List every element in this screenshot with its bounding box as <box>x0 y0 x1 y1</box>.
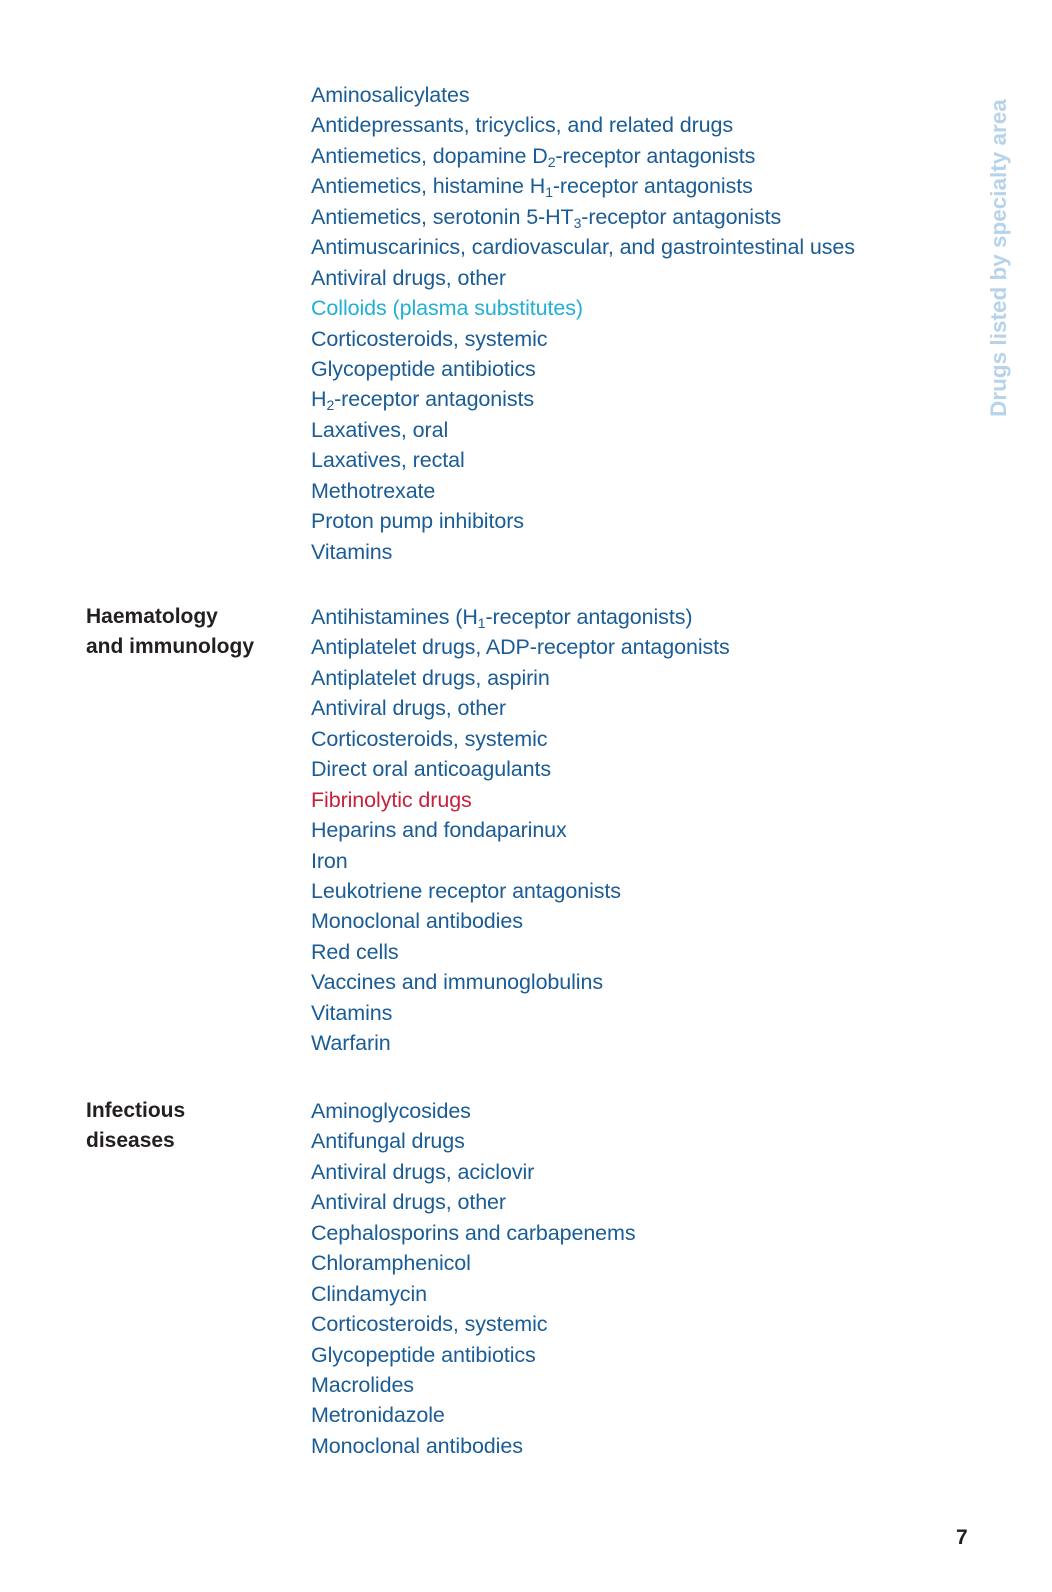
drug-category-item <box>311 445 855 475</box>
drug-category-item <box>311 937 730 967</box>
subscript: 1 <box>477 615 486 631</box>
page-number: 7 <box>956 1526 968 1549</box>
drug-category-item <box>311 324 855 354</box>
drug-category-text: Methotrexate <box>311 478 436 503</box>
drug-category-text: Glycopeptide antibiotics <box>311 356 536 381</box>
section-heading <box>86 602 254 662</box>
drug-category-text: -receptor antagonists <box>581 204 782 229</box>
drug-category-text: Laxatives, rectal <box>311 448 465 473</box>
drug-category-text: Antiviral drugs, other <box>311 696 506 721</box>
drug-category-text: Antiplatelet drugs, aspirin <box>311 665 550 690</box>
drug-list <box>311 1096 636 1461</box>
drug-category-text: Monoclonal antibodies <box>311 1433 523 1458</box>
drug-category-text: Antidepressants, tricyclics, and related drugs <box>311 113 734 138</box>
drug-category-text: Aminosalicylates <box>311 83 470 107</box>
drug-category-text: Vitamins <box>311 1000 393 1025</box>
drug-category-text: Colloids (plasma substitutes) <box>311 296 583 321</box>
drug-category-item <box>311 754 730 784</box>
drug-category-text: Antiplatelet drugs, ADP-receptor antagonists <box>311 635 730 660</box>
drug-category-text: Antiemetics, dopamine D <box>311 143 548 168</box>
section-heading-line: and immunology <box>86 635 254 658</box>
drug-category-item <box>311 967 730 997</box>
drug-category-text: Vaccines and immunoglobulins <box>311 970 603 995</box>
drug-category-text: Chloramphenicol <box>311 1251 471 1276</box>
drug-category-item <box>311 998 730 1028</box>
drug-category-item <box>311 110 855 140</box>
drug-category-text: Antiviral drugs, other <box>311 265 506 290</box>
drug-category-text: Aminoglycosides <box>311 1099 471 1123</box>
drug-category-text: Antiemetics, histamine H <box>311 174 546 199</box>
side-banner-text: Drugs listed by specialty area <box>986 99 1011 417</box>
drug-category-text: Glycopeptide antibiotics <box>311 1342 536 1367</box>
drug-category-item <box>311 1340 636 1370</box>
drug-category-text: Antifungal drugs <box>311 1129 465 1154</box>
side-banner <box>982 86 1016 431</box>
drug-category-item <box>311 263 855 293</box>
drug-category-item <box>311 384 855 414</box>
drug-category-text: Antihistamines (H <box>311 605 478 629</box>
drug-category-item <box>311 1157 636 1187</box>
drug-category-text: Leukotriene receptor antagonists <box>311 878 621 903</box>
drug-category-text: Cephalosporins and carbapenems <box>311 1220 636 1245</box>
drug-category-item <box>311 663 730 693</box>
drug-category-item <box>311 1218 636 1248</box>
drug-category-text: Proton pump inhibitors <box>311 509 524 534</box>
drug-category-item <box>311 141 855 171</box>
subscript: 3 <box>573 214 582 231</box>
drug-category-text: Heparins and fondaparinux <box>311 818 567 843</box>
drug-category-item <box>311 232 855 262</box>
drug-category-text: Antiviral drugs, aciclovir <box>311 1159 535 1184</box>
drug-category-item <box>311 354 855 384</box>
drug-category-item <box>311 815 730 845</box>
drug-category-text: Corticosteroids, systemic <box>311 1312 548 1337</box>
drug-category-text: Direct oral anticoagulants <box>311 757 551 782</box>
drug-category-text: Vitamins <box>311 539 393 564</box>
drug-category-item <box>311 693 730 723</box>
drug-category-item <box>311 724 730 754</box>
drug-category-item <box>311 906 730 936</box>
subscript: 1 <box>545 184 553 201</box>
subscript: 2 <box>547 153 556 170</box>
drug-category-item <box>311 632 730 662</box>
drug-category-item <box>311 1248 636 1278</box>
drug-category-text: Clindamycin <box>311 1281 427 1306</box>
drug-category-item <box>311 506 855 536</box>
drug-category-item <box>311 785 730 815</box>
drug-category-text: Metronidazole <box>311 1403 445 1428</box>
drug-category-item <box>311 602 730 632</box>
drug-category-item <box>311 1279 636 1309</box>
section-heading-line: diseases <box>86 1129 175 1152</box>
section-heading <box>86 1096 185 1156</box>
drug-category-text: Warfarin <box>311 1031 391 1056</box>
drug-category-text: -receptor antagonists <box>552 174 753 199</box>
drug-category-item <box>311 876 730 906</box>
drug-category-text: Antiemetics, serotonin 5-HT <box>311 204 574 229</box>
drug-category-item <box>311 202 855 232</box>
drug-category-text: -receptor antagonists <box>555 143 756 168</box>
drug-category-item <box>311 1309 636 1339</box>
drug-category-item <box>311 1096 636 1126</box>
drug-category-text: Laxatives, oral <box>311 417 449 442</box>
drug-category-text: Corticosteroids, systemic <box>311 326 548 351</box>
drug-category-item <box>311 80 855 110</box>
drug-category-item <box>311 537 855 567</box>
section-heading-line: Infectious <box>86 1099 186 1122</box>
drug-category-text: -receptor antagonists) <box>485 605 693 629</box>
drug-list <box>311 80 855 567</box>
drug-category-item <box>311 846 730 876</box>
drug-category-item <box>311 1126 636 1156</box>
drug-category-text: Iron <box>311 848 348 873</box>
drug-category-item <box>311 293 855 323</box>
drug-category-text: -receptor antagonists <box>334 387 534 412</box>
drug-category-text: H <box>311 387 327 412</box>
drug-category-item <box>311 476 855 506</box>
drug-category-text: Red cells <box>311 939 399 964</box>
drug-category-text: Macrolides <box>311 1372 414 1397</box>
drug-category-item <box>311 1431 636 1461</box>
drug-category-item <box>311 1370 636 1400</box>
drug-category-text: Corticosteroids, systemic <box>311 726 548 751</box>
drug-list <box>311 602 730 1059</box>
drug-category-item <box>311 1400 636 1430</box>
drug-category-text: Antiviral drugs, other <box>311 1190 506 1215</box>
drug-category-item <box>311 1187 636 1217</box>
drug-category-text: Fibrinolytic drugs <box>311 787 472 812</box>
drug-category-item <box>311 171 855 201</box>
drug-category-item <box>311 415 855 445</box>
subscript: 2 <box>326 397 335 414</box>
drug-category-text: Antimuscarinics, cardiovascular, and gastrointestinal uses <box>311 235 855 260</box>
drug-category-item <box>311 1028 730 1058</box>
section-heading-line: Haematology <box>86 605 218 628</box>
drug-category-text: Monoclonal antibodies <box>311 909 523 934</box>
